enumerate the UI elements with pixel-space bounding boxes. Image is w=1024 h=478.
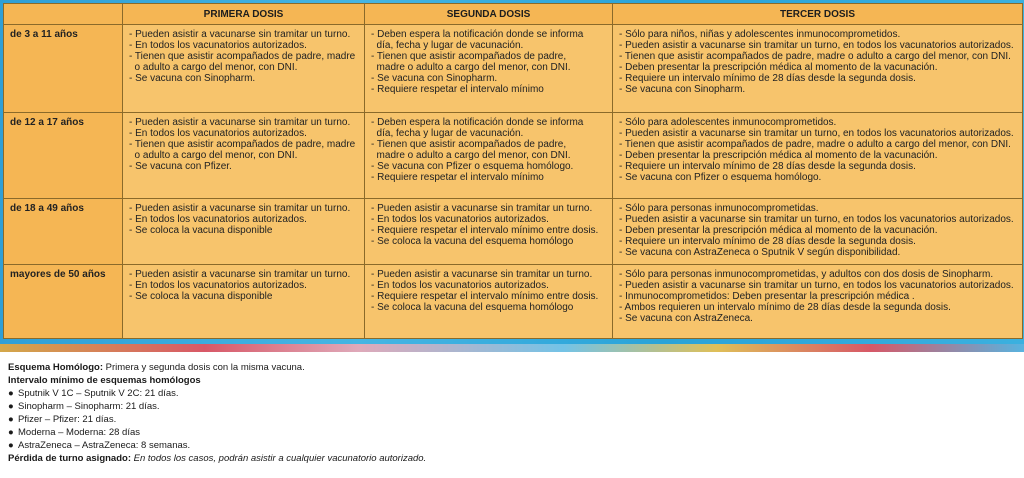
tercer-dosis-cell <box>613 199 1023 265</box>
cell-line: - Tienen que asistir acompañados de padre, <box>371 51 567 62</box>
notes-section <box>8 361 1018 465</box>
cell-line: - Sólo para niños, niñas y adolescentes inmunocomprometidos. <box>619 29 901 40</box>
intervalo-item <box>8 387 1018 400</box>
intervalo-item <box>8 426 1018 439</box>
age-group-label: de 3 a 11 años <box>4 25 123 113</box>
decorative-stripe <box>0 344 1024 352</box>
cell-line: - Tienen que asistir acompañados de padre, madre o adulto a cargo del menor, con DNI. <box>619 51 1011 62</box>
cell-line: - Sólo para personas inmunocomprometidas, y adultos con dos dosis de Sinopharm. <box>619 269 994 280</box>
cell-line: - Se coloca la vacuna disponible <box>129 291 273 302</box>
cell-line: - Se coloca la vacuna del esquema homólogo <box>371 236 574 247</box>
table-row <box>4 25 1023 113</box>
corner-cell <box>4 4 123 25</box>
cell-line: - Se vacuna con Pfizer o esquema homólogo. <box>619 172 822 183</box>
cell-line: - En todos los vacunatorios autorizados. <box>129 280 307 291</box>
cell-line: - Pueden asistir a vacunarse sin tramitar un turno, en todos los vacunatorios autorizados. <box>619 280 1014 291</box>
cell-line: día, fecha y lugar de vacunación. <box>371 40 524 51</box>
cell-line: - Se coloca la vacuna del esquema homólogo <box>371 302 574 313</box>
cell-line: - Tienen que asistir acompañados de padre, madre <box>129 139 356 150</box>
segunda-dosis-cell <box>365 265 613 339</box>
cell-line: - Se vacuna con AstraZeneca. <box>619 313 753 324</box>
cell-line: o adulto a cargo del menor, con DNI. <box>129 62 298 73</box>
bullet-icon: ● <box>8 414 14 425</box>
cell-line: - Requiere respetar el intervalo mínimo entre dosis. <box>371 225 599 236</box>
cell-line: - Sólo para adolescentes inmunocomprometidos. <box>619 117 837 128</box>
cell-line: - Pueden asistir a vacunarse sin tramitar un turno. <box>129 203 351 214</box>
bullet-icon: ● <box>8 440 14 451</box>
cell-line: - Requiere respetar el intervalo mínimo <box>371 172 544 183</box>
primera-dosis-cell <box>123 25 365 113</box>
cell-line: - Inmunocomprometidos: Deben presentar la prescripción médica . <box>619 291 915 302</box>
intervalo-text: Moderna – Moderna: 28 días <box>18 427 140 438</box>
cell-line: - Pueden asistir a vacunarse sin tramitar un turno. <box>371 269 593 280</box>
esquema-homologo-note <box>8 361 1018 374</box>
cell-line: - Requiere respetar el intervalo mínimo entre dosis. <box>371 291 599 302</box>
esquema-homologo-label: Esquema Homólogo: <box>8 362 104 373</box>
intervalo-item <box>8 400 1018 413</box>
bullet-icon: ● <box>8 427 14 438</box>
bullet-icon: ● <box>8 401 14 412</box>
cell-line: - Pueden asistir a vacunarse sin tramitar un turno. <box>371 203 593 214</box>
cell-line: - Requiere un intervalo mínimo de 28 días desde la segunda dosis. <box>619 73 916 84</box>
tercer-dosis-cell <box>613 113 1023 199</box>
cell-line: madre o adulto a cargo del menor, con DNI. <box>371 150 571 161</box>
header-primera-dosis: PRIMERA DOSIS <box>123 4 365 25</box>
cell-line: - En todos los vacunatorios autorizados. <box>129 128 307 139</box>
intervalo-item <box>8 439 1018 452</box>
cell-line: - Sólo para personas inmunocomprometidas. <box>619 203 819 214</box>
cell-line: - Pueden asistir a vacunarse sin tramitar un turno, en todos los vacunatorios autorizados. <box>619 214 1014 225</box>
intervalo-text: Sinopharm – Sinopharm: 21 días. <box>18 401 160 412</box>
cell-line: - En todos los vacunatorios autorizados. <box>371 214 549 225</box>
cell-line: - Requiere respetar el intervalo mínimo <box>371 84 544 95</box>
cell-line: - Ambos requieren un intervalo mínimo de 28 días desde la segunda dosis. <box>619 302 951 313</box>
table-row <box>4 113 1023 199</box>
bullet-icon: ● <box>8 388 14 399</box>
segunda-dosis-cell <box>365 113 613 199</box>
esquema-homologo-text: Primera y segunda dosis con la misma vacuna. <box>103 362 305 373</box>
header-segunda-dosis: SEGUNDA DOSIS <box>365 4 613 25</box>
cell-line: - En todos los vacunatorios autorizados. <box>371 280 549 291</box>
table-row <box>4 199 1023 265</box>
primera-dosis-cell <box>123 113 365 199</box>
header-row <box>4 4 1023 25</box>
cell-line: - Pueden asistir a vacunarse sin tramitar un turno, en todos los vacunatorios autorizados. <box>619 128 1014 139</box>
cell-line: - Pueden asistir a vacunarse sin tramitar un turno. <box>129 117 351 128</box>
cell-line: - Se coloca la vacuna disponible <box>129 225 273 236</box>
cell-line: - En todos los vacunatorios autorizados. <box>129 214 307 225</box>
age-group-label: mayores de 50 años <box>4 265 123 339</box>
primera-dosis-cell <box>123 199 365 265</box>
cell-line: día, fecha y lugar de vacunación. <box>371 128 524 139</box>
age-group-label: de 12 a 17 años <box>4 113 123 199</box>
cell-line: - Pueden asistir a vacunarse sin tramitar un turno. <box>129 29 351 40</box>
cell-line: - Requiere un intervalo mínimo de 28 días desde la segunda dosis. <box>619 236 916 247</box>
perdida-turno-note <box>8 452 1018 465</box>
header-tercer-dosis: TERCER DOSIS <box>613 4 1023 25</box>
cell-line: - Tienen que asistir acompañados de padre, <box>371 139 567 150</box>
table-row <box>4 265 1023 339</box>
segunda-dosis-cell <box>365 25 613 113</box>
cell-line: - Deben espera la notificación donde se informa <box>371 117 584 128</box>
cell-line: - Se vacuna con Pfizer o esquema homólogo. <box>371 161 574 172</box>
tercer-dosis-cell <box>613 25 1023 113</box>
cell-line: - Se vacuna con Pfizer. <box>129 161 232 172</box>
perdida-turno-text: En todos los casos, podrán asistir a cualquier vacunatorio autorizado. <box>131 453 427 464</box>
cell-line: o adulto a cargo del menor, con DNI. <box>129 150 298 161</box>
primera-dosis-cell <box>123 265 365 339</box>
cell-line: - Se vacuna con Sinopharm. <box>129 73 256 84</box>
cell-line: - Se vacuna con Sinopharm. <box>371 73 498 84</box>
cell-line: - Se vacuna con AstraZeneca o Sputnik V según disponibilidad. <box>619 247 901 258</box>
segunda-dosis-cell <box>365 199 613 265</box>
tercer-dosis-cell <box>613 265 1023 339</box>
intervalo-text: Pfizer – Pfizer: 21 días. <box>18 414 117 425</box>
cell-line: - Requiere un intervalo mínimo de 28 días desde la segunda dosis. <box>619 161 916 172</box>
cell-line: - Se vacuna con Sinopharm. <box>619 84 746 95</box>
intervalo-title: Intervalo mínimo de esquemas homólogos <box>8 375 201 386</box>
intervalo-item <box>8 413 1018 426</box>
cell-line: - Tienen que asistir acompañados de padre, madre o adulto a cargo del menor, con DNI. <box>619 139 1011 150</box>
vaccination-table <box>3 3 1023 339</box>
intervalo-text: AstraZeneca – AstraZeneca: 8 semanas. <box>18 440 191 451</box>
cell-line: - Deben presentar la prescripción médica al momento de la vacunación. <box>619 225 938 236</box>
intervalo-list <box>8 387 1018 452</box>
cell-line: - Pueden asistir a vacunarse sin tramitar un turno. <box>129 269 351 280</box>
cell-line: - Deben espera la notificación donde se informa <box>371 29 584 40</box>
intervalo-text: Sputnik V 1C – Sputnik V 2C: 21 días. <box>18 388 179 399</box>
perdida-turno-label: Pérdida de turno asignado: <box>8 453 131 464</box>
cell-line: - Deben presentar la prescripción médica al momento de la vacunación. <box>619 150 938 161</box>
cell-line: - En todos los vacunatorios autorizados. <box>129 40 307 51</box>
cell-line: - Tienen que asistir acompañados de padre, madre <box>129 51 356 62</box>
age-group-label: de 18 a 49 años <box>4 199 123 265</box>
cell-line: madre o adulto a cargo del menor, con DNI. <box>371 62 571 73</box>
cell-line: - Pueden asistir a vacunarse sin tramitar un turno, en todos los vacunatorios autorizados. <box>619 40 1014 51</box>
cell-line: - Deben presentar la prescripción médica al momento de la vacunación. <box>619 62 938 73</box>
